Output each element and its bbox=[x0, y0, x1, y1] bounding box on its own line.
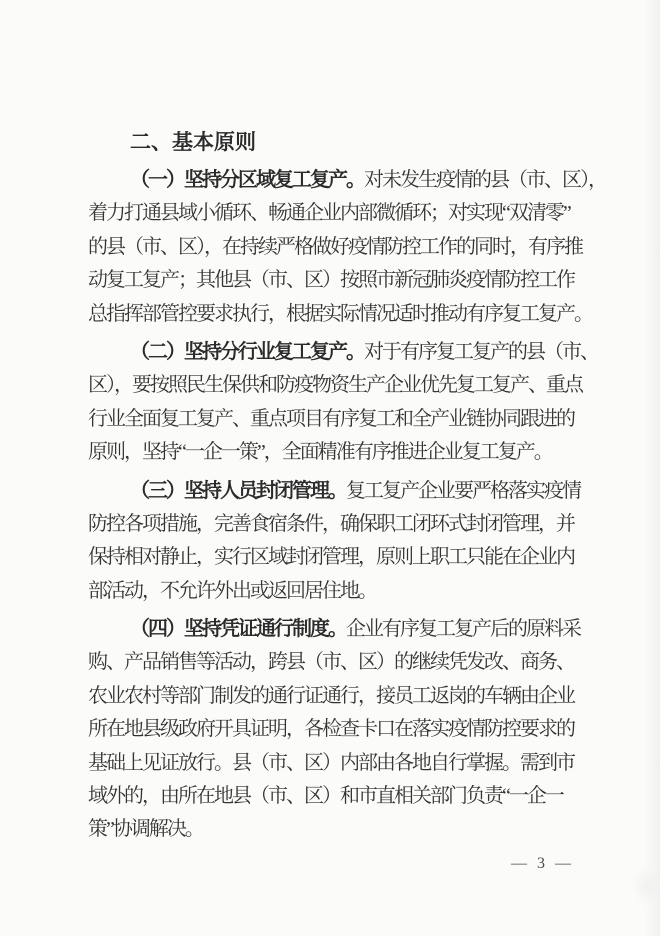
paragraph-lead: （三）坚持人员封闭管理。 bbox=[130, 479, 346, 502]
scan-corner-smudge bbox=[632, 866, 658, 906]
text-line: （四）坚持凭证通行制度。企业有序复工复产后的原料采 bbox=[130, 618, 580, 641]
paragraph-3 bbox=[88, 475, 580, 609]
text-line: 域外的，由所在地县（市、区）和市直相关部门负责“一企一 bbox=[88, 785, 563, 808]
document-content bbox=[88, 126, 606, 876]
document-body bbox=[88, 164, 606, 847]
text-line: 的县（市、区），在持续严格做好疫情防控工作的同时，有序推 bbox=[88, 235, 582, 258]
text-line: 基础上见证放行。县（市、区）内部由各地自行掌握。需到市 bbox=[88, 751, 574, 774]
paragraph-4 bbox=[88, 613, 580, 847]
section-heading: 二、基本原则 bbox=[130, 130, 256, 154]
page-number: — 3 — bbox=[511, 854, 574, 872]
text-line: （一）坚持分区域复工复产。对未发生疫情的县（市、区）， bbox=[130, 169, 606, 191]
text-line: 保持相对静止，实行区域封闭管理，原则上职工只能在企业内 bbox=[88, 546, 574, 569]
paragraph-2 bbox=[88, 336, 598, 470]
paragraph-1 bbox=[88, 164, 606, 331]
text-line: 原则，坚持“一企一策”，全面精准有序推进企业复工复产。 bbox=[88, 441, 552, 464]
text-line: 总指挥部管控要求执行，根据实际情况适时推动有序复工复产。 bbox=[88, 302, 592, 325]
text-line: （三）坚持人员封闭管理。复工复产企业要严格落实疫情 bbox=[130, 479, 580, 502]
text-line: （二）坚持分行业复工复产。对于有序复工复产的县（市、 bbox=[130, 340, 598, 363]
paragraph-lead: （一）坚持分区域复工复产。 bbox=[130, 169, 364, 191]
paragraph-lead: （二）坚持分行业复工复产。 bbox=[130, 340, 364, 363]
text-line: 防控各项措施，完善食宿条件，确保职工闭环式封闭管理，并 bbox=[88, 512, 574, 535]
paragraph-lead: （四）坚持凭证通行制度。 bbox=[130, 618, 346, 641]
text-line: 部活动，不允许外出或返回居住地。 bbox=[88, 579, 376, 602]
text-line: 动复工复产；其他县（市、区）按照市新冠肺炎疫情防控工作 bbox=[88, 269, 574, 292]
text-line: 着力打通县域小循环、畅通企业内部微循环；对实现“双清零” bbox=[88, 202, 570, 225]
text-line: 所在地县级政府开具证明，各检查卡口在落实疫情防控要求的 bbox=[88, 718, 574, 741]
text-line: 区），要按照民生保供和防疫物资生产企业优先复工复产、重点 bbox=[88, 374, 582, 397]
text-line: 农业农村等部门制发的通行证通行，接员工返岗的车辆由企业 bbox=[88, 684, 574, 707]
text-line: 购、产品销售等活动，跨县（市、区）的继续凭发改、商务、 bbox=[88, 651, 574, 674]
scan-edge-shadow bbox=[644, 0, 660, 936]
text-line: 行业全面复工复产、重点项目有序复工和全产业链协同跟进的 bbox=[88, 407, 574, 430]
text-line: 策”协调解决。 bbox=[88, 818, 203, 841]
